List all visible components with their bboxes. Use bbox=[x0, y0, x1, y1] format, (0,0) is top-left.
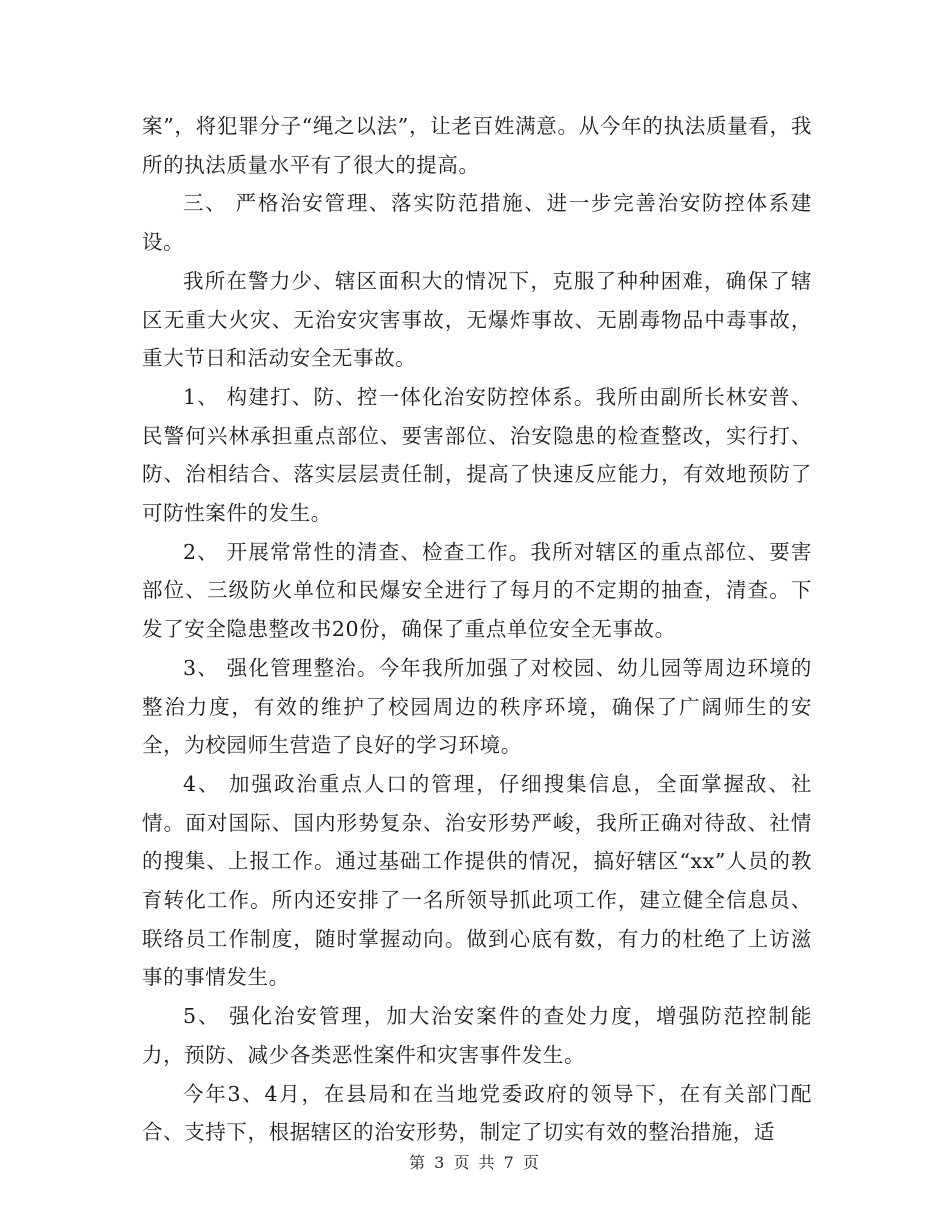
paragraph-closing: 今年3、4月，在县局和在当地党委政府的领导下，在有关部门配合、支持下，根据辖区的治安形势，制定了切实有效的整治措施，适 bbox=[142, 1081, 812, 1145]
paragraph-item-1: 1、 构建打、防、控一体化治安防控体系。我所由副所长林安普、民警何兴林承担重点部位、要害部位、治安隐患的检查整改，实行打、防、治相结合、落实层层责任制，提高了快速反应能力，有效地预防了可防性案件的发生。 bbox=[142, 384, 812, 526]
paragraph-continuation: 案”，将犯罪分子“绳之以法”，让老百姓满意。从今年的执法质量看，我所的执法质量水平有了很大的提高。 bbox=[142, 114, 812, 177]
document-body bbox=[142, 107, 812, 1152]
paragraph-item-4: 4、 加强政治重点人口的管理，仔细搜集信息，全面掌握敌、社情。面对国际、国内形势复杂、治安形势严峻，我所正确对待敌、社情的搜集、上报工作。通过基础工作提供的情况，搞好辖区“xx”人员的教育转化工作。所内还安排了一名所领导抓此项工作，建立健全信息员、联络员工作制度，随时掌握动向。做到心底有数，有力的杜绝了上访滋事的事情发生。 bbox=[142, 771, 812, 990]
paragraph-item-2: 2、 开展常常性的清查、检查工作。我所对辖区的重点部位、要害部位、三级防火单位和民爆安全进行了每月的不定期的抽查，清查。下发了安全隐患整改书20份，确保了重点单位安全无事故。 bbox=[142, 539, 812, 642]
page-footer: 第 3 页 共 7 页 bbox=[409, 1153, 541, 1172]
paragraph-item-5: 5、 强化治安管理，加大治安案件的查处力度，增强防范控制能力，预防、减少各类恶性案件和灾害事件发生。 bbox=[142, 1004, 812, 1067]
paragraph-intro: 我所在警力少、辖区面积大的情况下，克服了种种困难，确保了辖区无重大火灾、无治安灾害事故，无爆炸事故、无剧毒物品中毒事故，重大节日和活动安全无事故。 bbox=[142, 268, 812, 371]
section-heading-three: 三、 严格治安管理、落实防范措施、进一步完善治安防控体系建设。 bbox=[142, 191, 812, 255]
paragraph-item-3: 3、 强化管理整治。今年我所加强了对校园、幼儿园等周边环境的整治力度，有效的维护了校园周边的秩序环境，确保了广阔师生的安全，为校园师生营造了良好的学习环境。 bbox=[142, 655, 812, 758]
